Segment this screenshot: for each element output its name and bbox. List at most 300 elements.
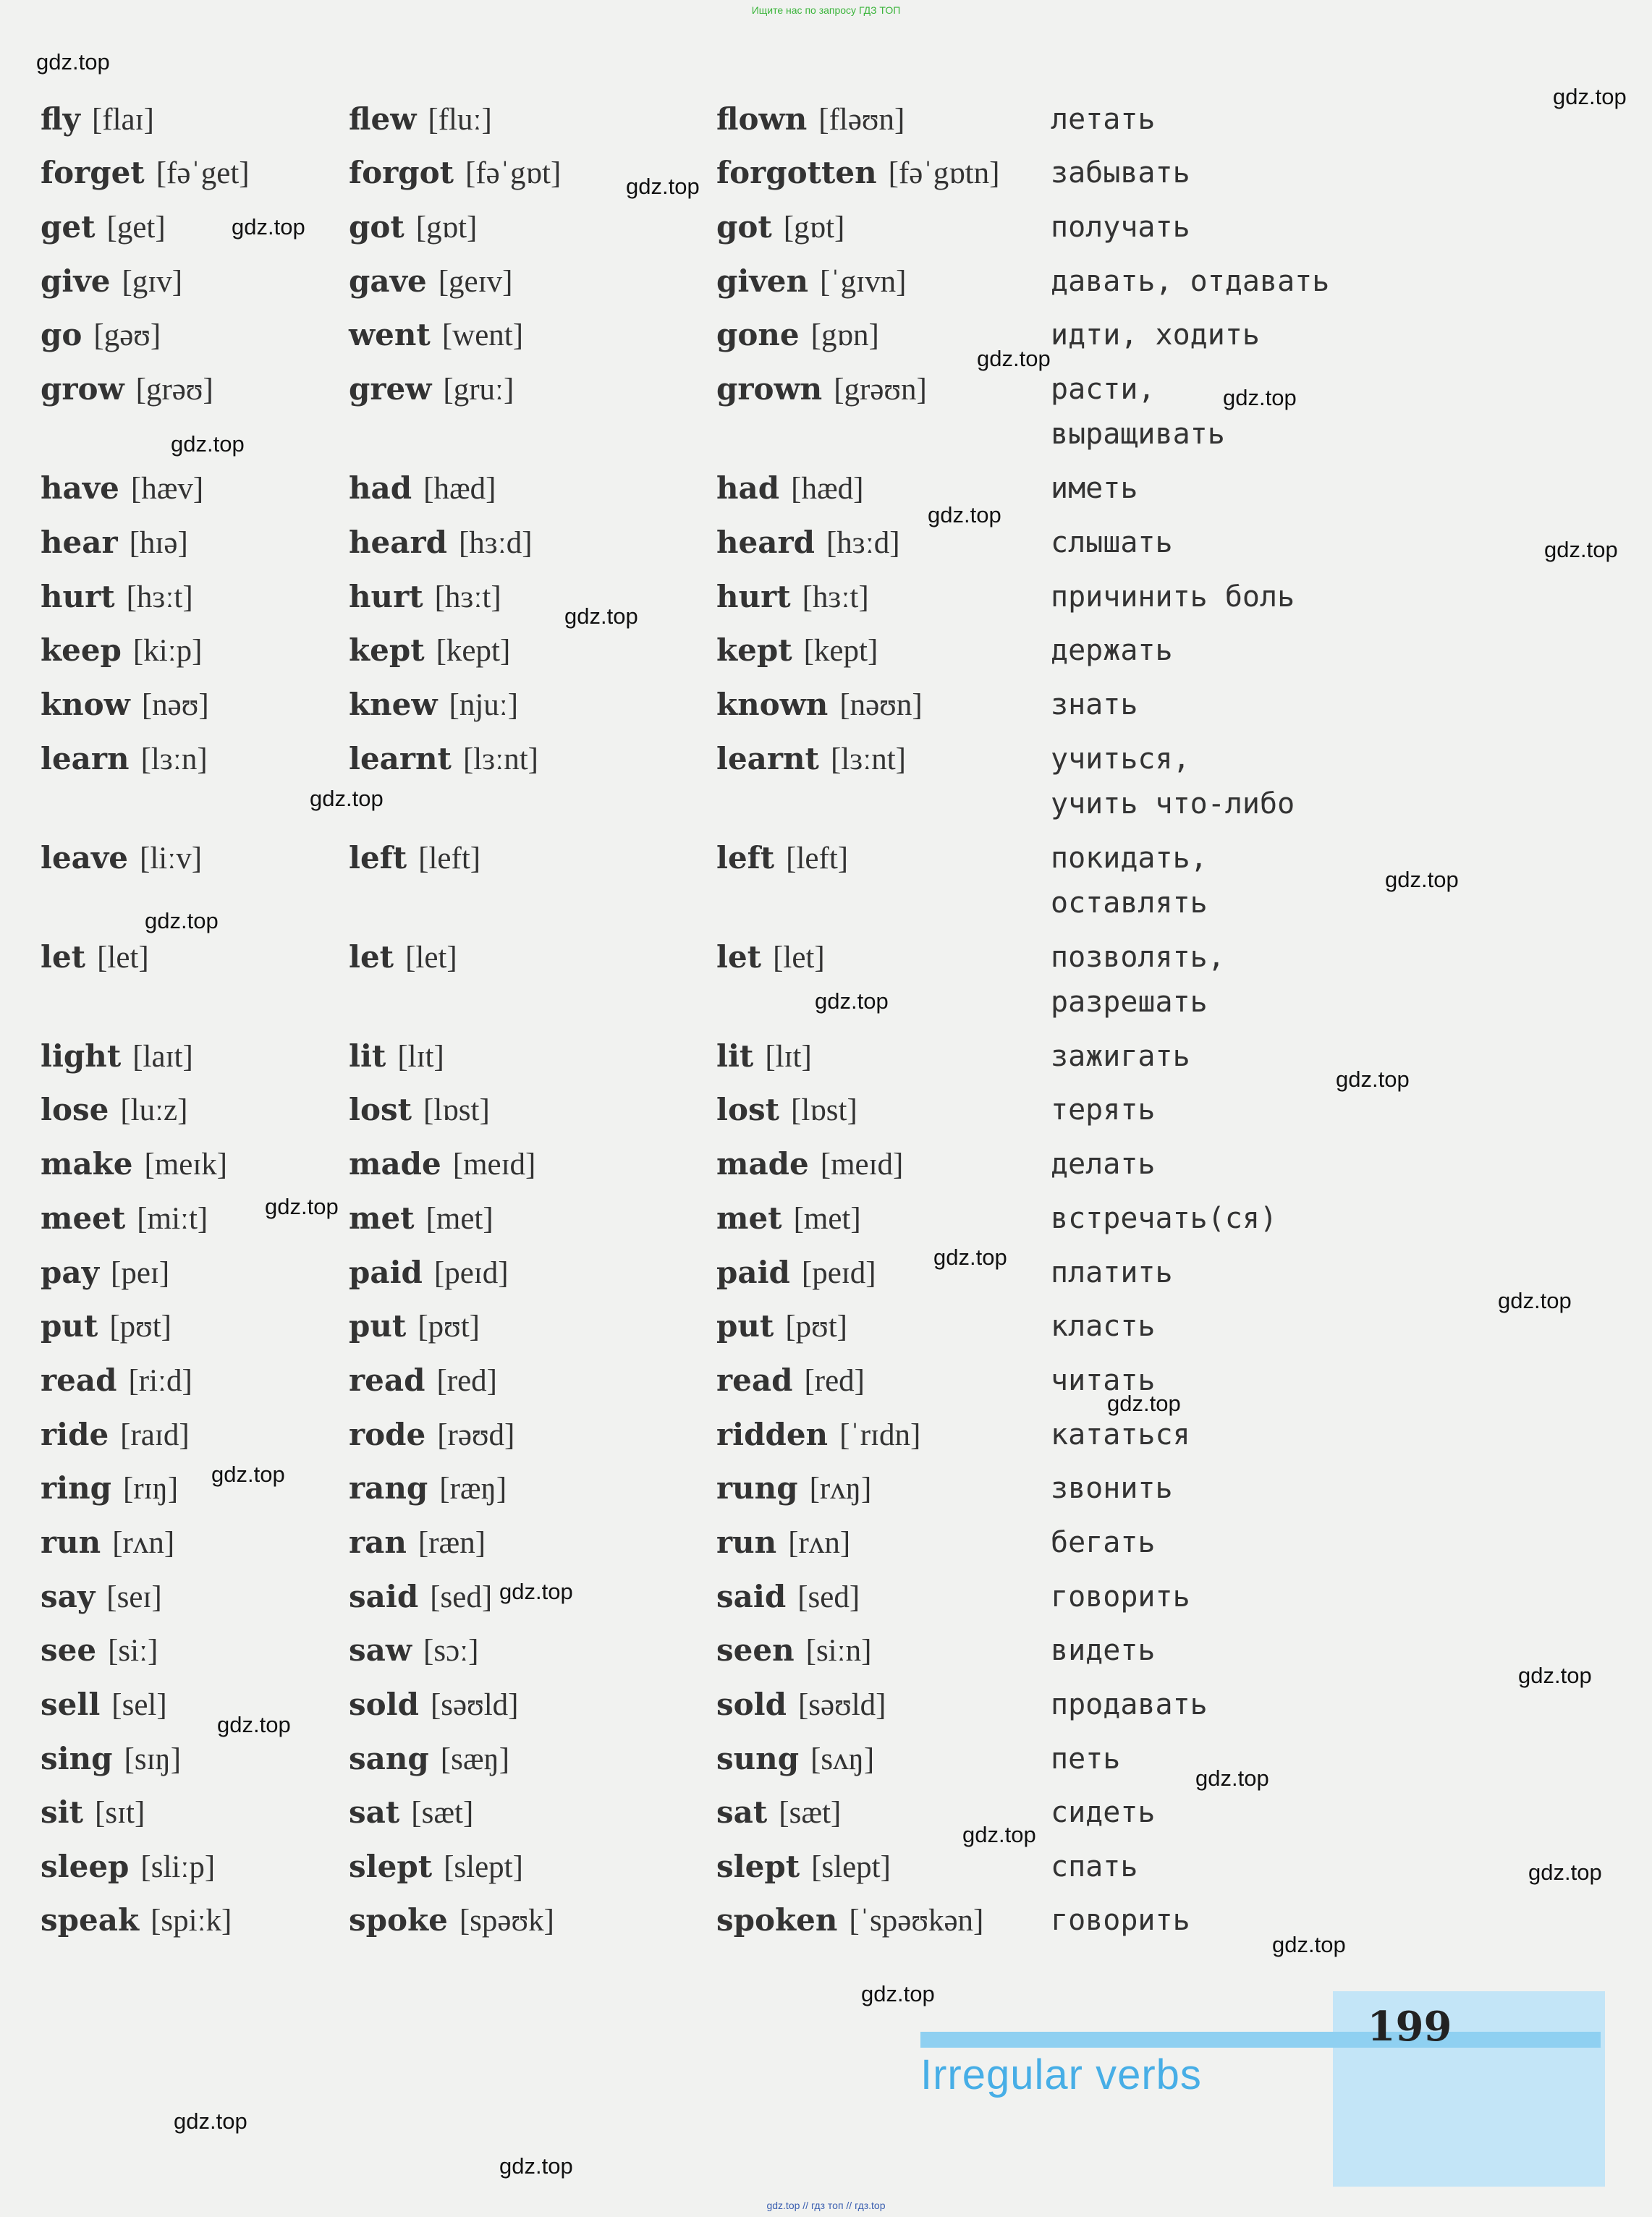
past-participle-transcription: [kept] — [803, 634, 878, 668]
past-simple-transcription: [let] — [405, 941, 457, 975]
base-form-transcription: [liːv] — [140, 842, 203, 876]
watermark-text: gdz.top — [1107, 1391, 1181, 1416]
base-form-transcription: [sɪt] — [95, 1796, 145, 1830]
base-form-word: have — [41, 470, 119, 506]
past-participle-cell — [716, 682, 923, 728]
watermark-text: gdz.top — [499, 1579, 573, 1604]
translation-line: бегать — [1051, 1526, 1156, 1559]
past-simple-cell — [349, 97, 492, 143]
base-form-cell — [41, 836, 202, 881]
base-form-cell — [41, 97, 154, 143]
base-form-cell — [41, 1142, 227, 1187]
watermark-text: gdz.top — [499, 2153, 573, 2179]
past-simple-cell — [349, 1898, 554, 1943]
translation-line: идти, ходить — [1051, 318, 1260, 352]
watermark-text: gdz.top — [1544, 537, 1618, 562]
watermark-text: gdz.top — [626, 174, 700, 199]
past-simple-word: hurt — [349, 579, 423, 614]
past-simple-word: paid — [349, 1255, 423, 1290]
past-participle-cell — [716, 520, 900, 566]
past-simple-word: went — [349, 317, 431, 352]
translation-line: продавать — [1051, 1688, 1208, 1721]
past-simple-word: saw — [349, 1632, 412, 1668]
base-form-cell — [41, 628, 202, 674]
past-simple-cell — [349, 1088, 490, 1133]
translation-cell — [1051, 737, 1295, 826]
past-participle-transcription: [lɪt] — [765, 1040, 812, 1074]
past-participle-transcription: [let] — [773, 941, 825, 975]
past-participle-word: paid — [716, 1255, 790, 1290]
past-simple-word: met — [349, 1200, 415, 1236]
past-participle-word: said — [716, 1579, 787, 1614]
past-simple-word: let — [349, 939, 394, 975]
base-form-cell — [41, 259, 182, 305]
translation-line: учить что-либо — [1051, 787, 1295, 821]
watermark-text: gdz.top — [217, 1712, 291, 1737]
past-participle-transcription: [slept] — [811, 1850, 891, 1884]
past-participle-word: sat — [716, 1794, 768, 1830]
translation-line: терять — [1051, 1093, 1156, 1127]
past-participle-word: put — [716, 1308, 774, 1344]
past-simple-cell — [349, 313, 523, 358]
translation-line: звонить — [1051, 1472, 1173, 1505]
past-simple-word: left — [349, 840, 407, 876]
base-form-cell — [41, 1682, 167, 1728]
past-participle-transcription: [sed] — [797, 1580, 860, 1614]
past-participle-transcription: [meɪd] — [820, 1148, 904, 1182]
past-simple-transcription: [peɪd] — [433, 1256, 509, 1290]
past-participle-transcription: [pʊt] — [785, 1310, 847, 1344]
past-participle-cell — [716, 1844, 891, 1890]
past-participle-transcription: [lɒst] — [791, 1093, 857, 1127]
past-simple-cell — [349, 1358, 497, 1404]
translation-cell — [1051, 836, 1208, 925]
past-simple-word: put — [349, 1308, 407, 1344]
translation-line: сидеть — [1051, 1796, 1156, 1829]
translation-cell — [1051, 1628, 1156, 1673]
watermark-text: gdz.top — [174, 2108, 247, 2134]
base-form-word: grow — [41, 371, 124, 407]
base-form-word: hurt — [41, 579, 115, 614]
past-participle-word: met — [716, 1200, 782, 1236]
past-simple-cell — [349, 1034, 444, 1080]
past-simple-cell — [349, 1844, 523, 1890]
past-simple-transcription: [sɔː] — [423, 1634, 479, 1668]
past-simple-transcription: [lɒst] — [423, 1093, 490, 1127]
past-simple-word: lit — [349, 1038, 386, 1074]
translation-line: давать, отдавать — [1051, 265, 1330, 298]
past-simple-word: rode — [349, 1417, 426, 1452]
base-form-word: hear — [41, 525, 118, 560]
watermark-text: gdz.top — [265, 1194, 339, 1219]
base-form-transcription: [hɪə] — [129, 526, 188, 560]
translation-cell — [1051, 1196, 1277, 1241]
base-form-cell — [41, 1898, 232, 1943]
watermark-text: gdz.top — [1195, 1765, 1269, 1791]
base-form-transcription: [rʌn] — [112, 1526, 175, 1560]
watermark-text: gdz.top — [232, 214, 305, 239]
past-simple-cell — [349, 836, 480, 881]
search-hint-header: Ищите нас по запросу ГДЗ ТОП — [751, 4, 901, 16]
past-participle-cell — [716, 1358, 865, 1404]
translation-cell — [1051, 682, 1138, 727]
base-form-transcription: [hæv] — [130, 472, 204, 506]
translation-line: получать — [1051, 211, 1190, 244]
translation-cell — [1051, 205, 1190, 250]
translation-cell — [1051, 259, 1329, 304]
base-form-word: leave — [41, 840, 129, 876]
translation-line: разрешать — [1051, 985, 1208, 1019]
base-form-cell — [41, 313, 161, 358]
base-form-word: keep — [41, 632, 122, 668]
translation-cell — [1051, 1844, 1138, 1889]
past-participle-transcription: [gɒt] — [783, 211, 845, 245]
base-form-transcription: [let] — [97, 941, 149, 975]
past-simple-word: said — [349, 1579, 419, 1614]
past-simple-word: sold — [349, 1687, 419, 1722]
translation-cell — [1051, 97, 1156, 142]
past-participle-cell — [716, 1520, 850, 1566]
past-simple-transcription: [meɪd] — [452, 1148, 536, 1182]
past-participle-transcription: [hɜːt] — [802, 580, 869, 614]
past-simple-transcription: [went] — [441, 318, 524, 352]
past-participle-word: left — [716, 840, 775, 876]
base-form-cell — [41, 1304, 171, 1349]
base-form-word: sell — [41, 1687, 101, 1722]
base-form-cell — [41, 1574, 162, 1620]
past-simple-cell — [349, 575, 501, 620]
watermark-text: gdz.top — [977, 346, 1051, 371]
base-form-word: see — [41, 1632, 97, 1668]
watermark-text: gdz.top — [1272, 1932, 1346, 1957]
past-participle-transcription: [ˈgɪvn] — [819, 265, 907, 299]
translation-line: оставлять — [1051, 886, 1208, 920]
base-form-cell — [41, 1790, 145, 1836]
base-form-transcription: [get] — [106, 211, 166, 245]
translation-cell — [1051, 1520, 1156, 1565]
past-participle-cell — [716, 1250, 876, 1296]
past-participle-cell — [716, 1737, 874, 1782]
base-form-transcription: [sɪŋ] — [124, 1742, 182, 1776]
footer-note: gdz.top // гдз топ // гдз.top — [766, 2200, 886, 2211]
base-form-transcription: [gəʊ] — [93, 318, 161, 352]
past-participle-transcription: [met] — [793, 1202, 861, 1236]
past-simple-transcription: [lɪt] — [397, 1040, 444, 1074]
past-participle-cell — [716, 628, 878, 674]
translation-cell — [1051, 367, 1225, 457]
past-participle-word: heard — [716, 525, 815, 560]
translation-line: слышать — [1051, 526, 1173, 559]
base-form-word: sit — [41, 1794, 84, 1830]
translation-line: летать — [1051, 103, 1156, 136]
past-participle-cell — [716, 1412, 920, 1458]
translation-line: держать — [1051, 634, 1173, 667]
base-form-word: say — [41, 1579, 96, 1614]
past-participle-word: slept — [716, 1849, 800, 1884]
past-participle-cell — [716, 1682, 886, 1728]
past-participle-word: had — [716, 470, 780, 506]
past-simple-cell — [349, 205, 477, 250]
translation-cell — [1051, 466, 1138, 511]
translation-cell — [1051, 1250, 1173, 1295]
past-participle-cell — [716, 1790, 841, 1836]
past-simple-cell — [349, 1304, 480, 1349]
past-simple-cell — [349, 628, 510, 674]
translation-cell — [1051, 1034, 1190, 1079]
past-participle-cell — [716, 935, 825, 980]
base-form-transcription: [gɪv] — [122, 265, 183, 299]
past-participle-transcription: [fəˈgɒtn] — [888, 156, 1000, 190]
translation-cell — [1051, 1304, 1156, 1349]
past-participle-transcription: [fləʊn] — [818, 103, 905, 137]
past-simple-cell — [349, 935, 457, 980]
watermark-text: gdz.top — [962, 1822, 1036, 1847]
translation-cell — [1051, 1790, 1156, 1835]
past-participle-word: learnt — [716, 741, 819, 776]
past-simple-cell — [349, 1520, 486, 1566]
past-simple-word: ran — [349, 1525, 407, 1560]
base-form-transcription: [laɪt] — [132, 1040, 193, 1074]
base-form-word: light — [41, 1038, 122, 1074]
past-simple-transcription: [red] — [436, 1364, 497, 1398]
base-form-transcription: [sel] — [111, 1688, 167, 1722]
base-form-word: fly — [41, 101, 80, 137]
past-participle-word: hurt — [716, 579, 791, 614]
base-form-word: know — [41, 687, 130, 722]
section-stripe — [920, 2032, 1601, 2048]
past-participle-transcription: [nəʊn] — [839, 688, 923, 722]
translation-line: позволять, — [1051, 941, 1225, 974]
translation-cell — [1051, 313, 1260, 357]
past-participle-word: kept — [716, 632, 792, 668]
watermark-text: gdz.top — [928, 502, 1001, 527]
past-participle-cell — [716, 466, 863, 512]
past-simple-word: grew — [349, 371, 432, 407]
translation-line: говорить — [1051, 1580, 1190, 1614]
base-form-transcription: [nəʊ] — [141, 688, 209, 722]
base-form-word: pay — [41, 1255, 99, 1290]
past-participle-word: rung — [716, 1470, 798, 1506]
past-simple-cell — [349, 1790, 473, 1836]
translation-line: иметь — [1051, 472, 1138, 505]
base-form-cell — [41, 1034, 193, 1080]
past-simple-word: knew — [349, 687, 438, 722]
base-form-cell — [41, 151, 250, 196]
past-simple-cell — [349, 1142, 535, 1187]
past-simple-transcription: [pʊt] — [418, 1310, 480, 1344]
translation-line: платить — [1051, 1256, 1173, 1289]
past-simple-word: rang — [349, 1470, 428, 1506]
past-participle-cell — [716, 151, 999, 196]
past-participle-transcription: [səʊld] — [797, 1688, 886, 1722]
past-participle-transcription: [left] — [786, 842, 849, 876]
watermark-text: gdz.top — [211, 1462, 285, 1487]
base-form-word: read — [41, 1362, 117, 1398]
past-participle-transcription: [sʌŋ] — [810, 1742, 875, 1776]
base-form-transcription: [raɪd] — [120, 1418, 190, 1452]
past-simple-word: spoke — [349, 1902, 448, 1938]
translation-cell — [1051, 1412, 1190, 1457]
past-simple-cell — [349, 151, 561, 196]
past-simple-cell — [349, 682, 518, 728]
page-number: 199 — [1367, 2003, 1452, 2051]
translation-line: говорить — [1051, 1904, 1190, 1937]
base-form-transcription: [hɜːt] — [126, 580, 193, 614]
base-form-transcription: [riːd] — [128, 1364, 192, 1398]
past-simple-word: slept — [349, 1849, 433, 1884]
past-participle-cell — [716, 737, 906, 782]
past-simple-transcription: [njuː] — [449, 688, 519, 722]
past-participle-transcription: [peɪd] — [801, 1256, 876, 1290]
past-participle-word: lit — [716, 1038, 754, 1074]
base-form-transcription: [siː] — [108, 1634, 158, 1668]
translation-line: встречать(ся) — [1051, 1202, 1278, 1235]
translation-cell — [1051, 1466, 1173, 1511]
base-form-word: speak — [41, 1902, 140, 1938]
section-title: Irregular verbs — [920, 2051, 1202, 2098]
past-participle-word: read — [716, 1362, 793, 1398]
past-simple-cell — [349, 367, 514, 412]
past-participle-transcription: [sæt] — [779, 1796, 842, 1830]
translation-cell — [1051, 935, 1225, 1025]
past-participle-transcription: [gɒn] — [810, 318, 879, 352]
base-form-cell — [41, 935, 149, 980]
past-simple-word: flew — [349, 101, 417, 137]
past-simple-cell — [349, 1412, 514, 1458]
past-simple-cell — [349, 1682, 519, 1728]
base-form-cell — [41, 1844, 215, 1890]
past-participle-word: sold — [716, 1687, 787, 1722]
watermark-text: gdz.top — [171, 431, 245, 457]
watermark-text: gdz.top — [1336, 1067, 1410, 1092]
watermark-text: gdz.top — [310, 786, 384, 811]
base-form-word: sing — [41, 1741, 113, 1776]
base-form-transcription: [peɪ] — [111, 1256, 170, 1290]
base-form-cell — [41, 205, 166, 250]
past-participle-cell — [716, 313, 879, 358]
base-form-transcription: [luːz] — [120, 1093, 188, 1127]
translation-line: видеть — [1051, 1634, 1156, 1667]
watermark-text: gdz.top — [1223, 385, 1297, 410]
watermark-text: gdz.top — [564, 603, 638, 629]
base-form-cell — [41, 1250, 169, 1296]
past-simple-word: read — [349, 1362, 425, 1398]
past-simple-cell — [349, 1628, 478, 1674]
watermark-text: gdz.top — [933, 1245, 1007, 1270]
past-participle-cell — [716, 1574, 860, 1620]
past-participle-word: got — [716, 209, 772, 245]
translation-line: петь — [1051, 1742, 1121, 1776]
past-simple-word: kept — [349, 632, 425, 668]
past-simple-word: sat — [349, 1794, 400, 1830]
base-form-transcription: [lɜːn] — [140, 742, 208, 776]
base-form-word: learn — [41, 741, 130, 776]
base-form-transcription: [meɪk] — [144, 1148, 228, 1182]
base-form-cell — [41, 367, 213, 412]
translation-line: зажигать — [1051, 1040, 1190, 1073]
past-simple-cell — [349, 1250, 509, 1296]
past-simple-cell — [349, 737, 538, 782]
past-participle-transcription: [ˈspəʊkən] — [849, 1904, 984, 1938]
base-form-cell — [41, 1358, 192, 1404]
base-form-word: meet — [41, 1200, 126, 1236]
past-simple-cell — [349, 1574, 492, 1620]
past-simple-cell — [349, 520, 533, 566]
translation-cell — [1051, 1898, 1190, 1943]
translation-cell — [1051, 1737, 1120, 1781]
translation-line: делать — [1051, 1148, 1156, 1181]
base-form-word: run — [41, 1525, 101, 1560]
past-simple-transcription: [sed] — [430, 1580, 493, 1614]
watermark-text: gdz.top — [145, 908, 219, 933]
past-simple-transcription: [ræn] — [418, 1526, 486, 1560]
past-participle-cell — [716, 1142, 903, 1187]
past-participle-word: lost — [716, 1092, 780, 1127]
past-participle-word: given — [716, 263, 808, 299]
base-form-transcription: [fəˈget] — [156, 156, 250, 190]
past-participle-word: made — [716, 1146, 809, 1182]
base-form-transcription: [grəʊ] — [135, 373, 213, 407]
base-form-cell — [41, 1088, 187, 1133]
past-simple-word: sang — [349, 1741, 429, 1776]
past-simple-cell — [349, 259, 512, 305]
base-form-cell — [41, 575, 193, 620]
past-participle-word: run — [716, 1525, 777, 1560]
past-participle-transcription: [hɜːd] — [826, 526, 900, 560]
past-simple-cell — [349, 466, 496, 512]
translation-line: читать — [1051, 1364, 1156, 1397]
translation-line: забывать — [1051, 156, 1190, 190]
past-simple-transcription: [geɪv] — [438, 265, 513, 299]
past-participle-word: spoken — [716, 1902, 838, 1938]
base-form-word: ring — [41, 1470, 111, 1506]
past-participle-word: gone — [716, 317, 800, 352]
base-form-word: go — [41, 317, 82, 352]
translation-cell — [1051, 1574, 1190, 1619]
past-participle-transcription: [grəʊn] — [834, 373, 927, 407]
past-participle-cell — [716, 1196, 861, 1242]
base-form-cell — [41, 1628, 158, 1674]
base-form-word: make — [41, 1146, 133, 1182]
past-simple-transcription: [left] — [418, 842, 481, 876]
translation-cell — [1051, 628, 1173, 673]
past-participle-cell — [716, 205, 844, 250]
translation-cell — [1051, 1088, 1156, 1132]
past-simple-transcription: [hæd] — [423, 472, 496, 506]
translation-cell — [1051, 575, 1295, 619]
base-form-word: sleep — [41, 1849, 130, 1884]
past-simple-transcription: [kept] — [436, 634, 511, 668]
past-participle-word: flown — [716, 101, 808, 137]
base-form-cell — [41, 737, 208, 782]
past-simple-word: had — [349, 470, 412, 506]
past-participle-transcription: [rʌn] — [788, 1526, 851, 1560]
past-simple-word: got — [349, 209, 404, 245]
past-simple-transcription: [sæt] — [411, 1796, 474, 1830]
base-form-word: get — [41, 209, 96, 245]
past-simple-transcription: [rəʊd] — [437, 1418, 515, 1452]
base-form-word: ride — [41, 1417, 109, 1452]
past-simple-transcription: [səʊld] — [430, 1688, 519, 1722]
translation-line: учиться, — [1051, 742, 1190, 776]
watermark-text: gdz.top — [1385, 867, 1459, 892]
translation-line: спать — [1051, 1850, 1138, 1883]
base-form-cell — [41, 1466, 178, 1512]
past-participle-cell — [716, 1034, 812, 1080]
watermark-text: gdz.top — [36, 49, 110, 75]
past-participle-cell — [716, 367, 927, 412]
base-form-cell — [41, 466, 203, 512]
